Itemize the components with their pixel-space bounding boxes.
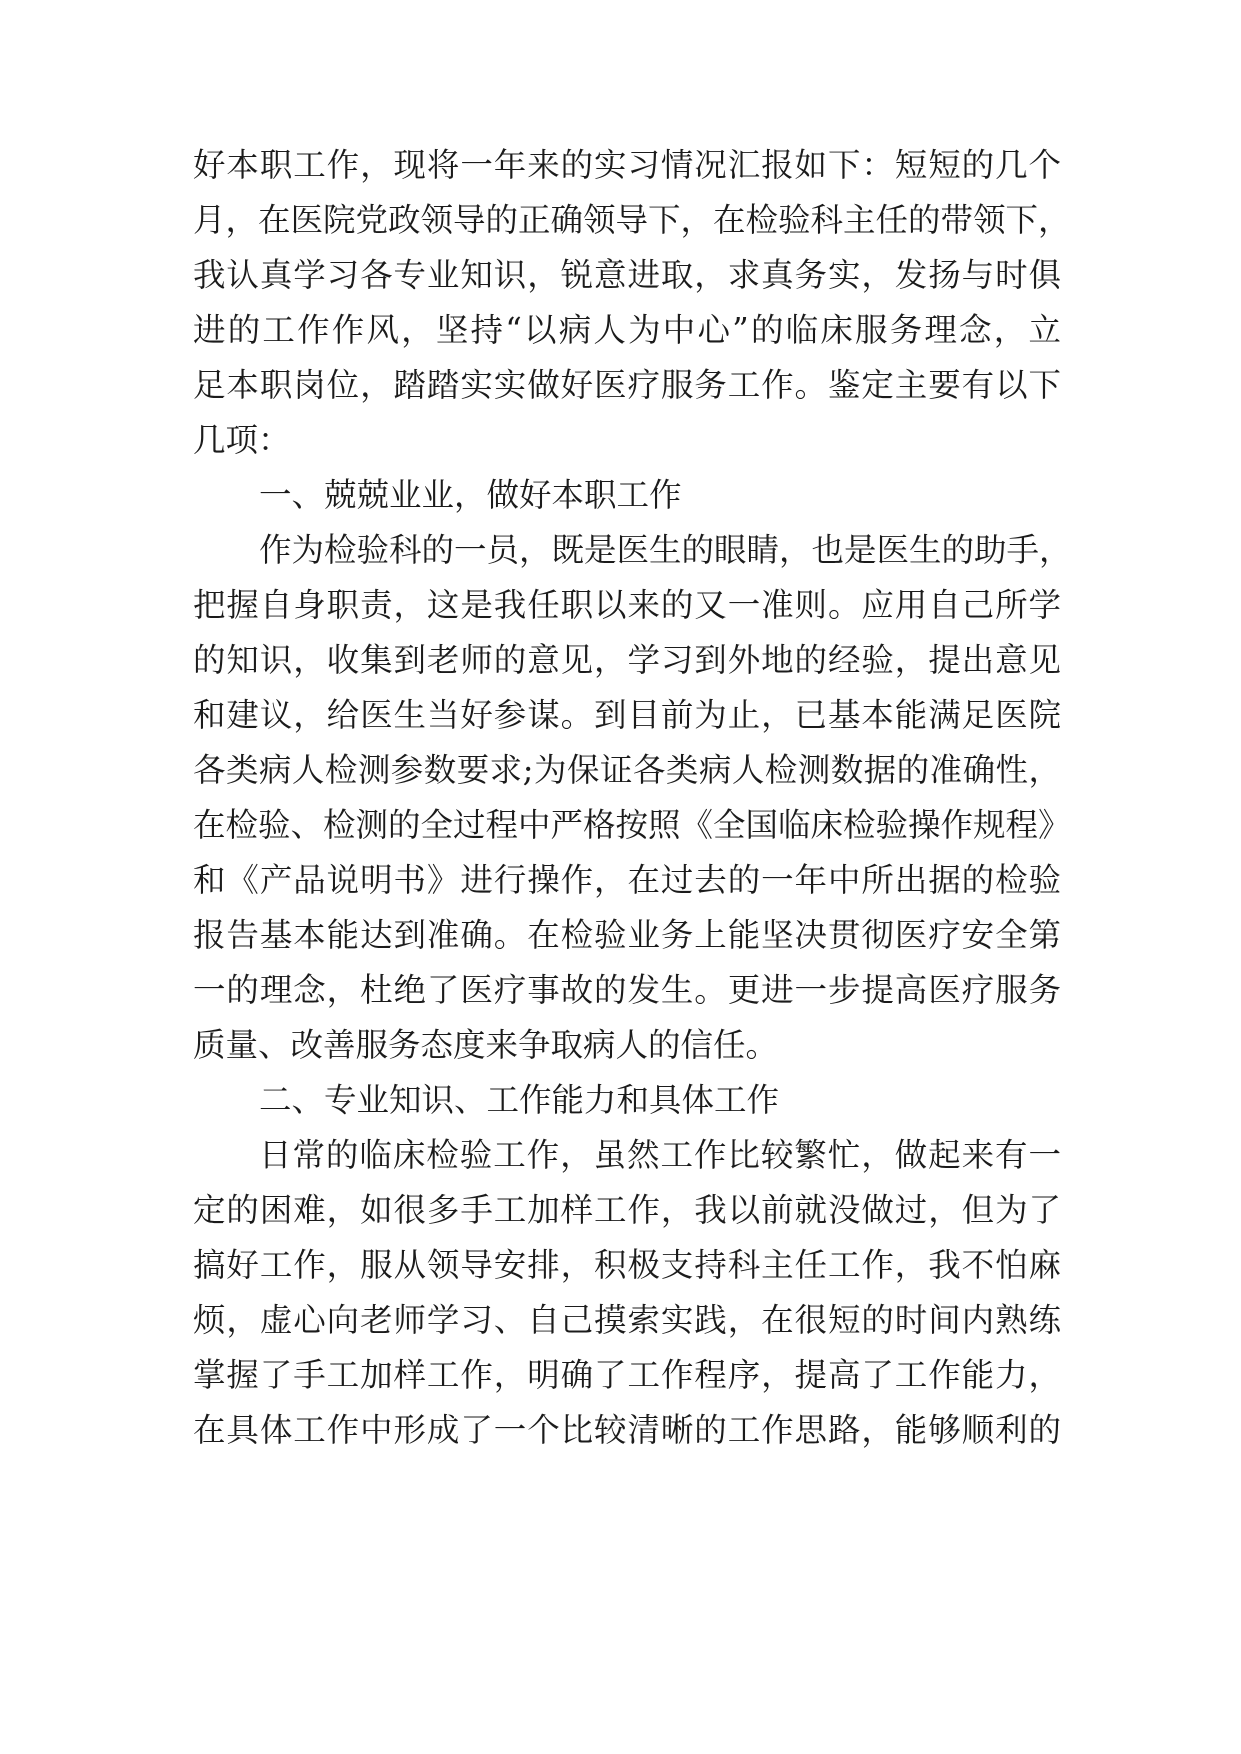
text-line: 我认真学习各专业知识，锐意进取，求真务实，发扬与时俱 — [193, 256, 1061, 294]
text-line: 作为检验科的一员，既是医生的眼睛，也是医生的助手， — [259, 531, 1072, 569]
text-line: 和《产品说明书》进行操作，在过去的一年中所出据的检验 — [193, 861, 1061, 899]
text-line: 一的理念，杜绝了医疗事故的发生。更进一步提高医疗服务 — [193, 971, 1061, 1009]
text-line: 在具体工作中形成了一个比较清晰的工作思路，能够顺利的 — [193, 1411, 1061, 1449]
text-line: 报告基本能达到准确。在检验业务上能坚决贯彻医疗安全第 — [193, 916, 1061, 954]
text-line: 足本职岗位，踏踏实实做好医疗服务工作。鉴定主要有以下 — [193, 366, 1061, 404]
section-heading-1: 一、兢兢业业，做好本职工作 — [259, 476, 682, 514]
text-line: 好本职工作，现将一年来的实习情况汇报如下：短短的几个 — [193, 146, 1061, 184]
text-line: 掌握了手工加样工作，明确了工作程序，提高了工作能力， — [193, 1356, 1061, 1394]
text-line: 在检验、检测的全过程中严格按照《全国临床检验操作规程》 — [193, 806, 1071, 844]
text-line: 把握自身职责，这是我任职以来的又一准则。应用自己所学 — [193, 586, 1061, 624]
text-line: 几项： — [193, 421, 291, 459]
text-line: 烦，虚心向老师学习、自己摸索实践，在很短的时间内熟练 — [193, 1301, 1061, 1339]
text-line: 和建议，给医生当好参谋。到目前为止，已基本能满足医院 — [193, 696, 1061, 734]
text-line: 各类病人检测参数要求;为保证各类病人检测数据的准确性， — [193, 751, 1061, 789]
text-line: 搞好工作，服从领导安排，积极支持科主任工作，我不怕麻 — [193, 1246, 1061, 1284]
text-line: 定的困难，如很多手工加样工作，我以前就没做过，但为了 — [193, 1191, 1061, 1229]
text-line: 日常的临床检验工作，虽然工作比较繁忙，做起来有一 — [259, 1136, 1061, 1174]
text-line: 月，在医院党政领导的正确领导下，在检验科主任的带领下， — [193, 201, 1071, 239]
text-line: 质量、改善服务态度来争取病人的信任。 — [193, 1026, 779, 1064]
text-line: 进的工作作风，坚持“以病人为中心”的临床服务理念，立 — [193, 311, 1061, 349]
text-line: 的知识，收集到老师的意见，学习到外地的经验，提出意见 — [193, 641, 1061, 679]
section-heading-2: 二、专业知识、工作能力和具体工作 — [259, 1081, 780, 1119]
